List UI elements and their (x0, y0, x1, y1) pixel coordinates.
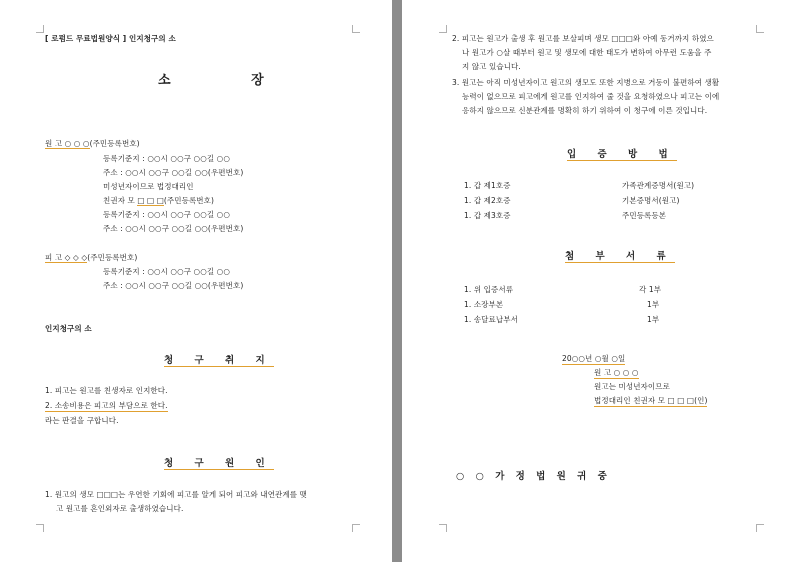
defendant-label-line (45, 253, 137, 263)
reason-2-line: 지 않고 있습니다. (462, 62, 521, 71)
document-page-left (0, 0, 392, 562)
guardian-line (103, 196, 214, 206)
attachment-name: 1. 송달료납부서 (464, 315, 518, 324)
plaintiff-id: (주민등록번호) (89, 139, 140, 148)
crop-mark (36, 524, 44, 532)
reason-1-line: 1. 원고의 생모 □□□는 우연한 기회에 피고를 알게 되어 피고와 내연관계를 맺 (45, 490, 307, 499)
reason-3-line: 능력이 없으므로 피고에게 원고를 인지하여 줄 것을 요청하였으나 피고는 이에 (462, 92, 720, 101)
crop-mark (439, 524, 447, 532)
reason-2-line: 나 원고가 ○살 때부터 원고 및 생모에 대한 태도가 변하여 아무런 도움을 주 (462, 48, 712, 57)
attachments-heading: 첨 부 서 류 (565, 251, 675, 262)
case-name: 인지청구의 소 (45, 324, 92, 333)
evidence-no: 1. 갑 제2호증 (464, 196, 511, 205)
guardian-domicile: 등록기준지 : ○○시 ○○구 ○○길 ○○ (103, 210, 230, 219)
evidence-heading: 입 증 방 법 (567, 149, 677, 160)
evidence-no: 1. 갑 제1호증 (464, 181, 511, 190)
claim-item: 2. 소송비용은 피고의 부담으로 한다. (45, 401, 168, 410)
reason-2-line: 2. 피고는 원고가 출생 후 원고를 보살피며 생모 □□□와 아예 동거까지 하였으 (452, 34, 714, 43)
attachment-name: 1. 소장부본 (464, 300, 504, 309)
document-page-right (402, 0, 800, 562)
guardian-address: 주소 : ○○시 ○○구 ○○길 ○○(우편번호) (103, 224, 244, 233)
document-title: 소 장 (158, 73, 302, 88)
plaintiff-minor-note: 미성년자이므로 법정대리인 (103, 182, 194, 191)
guardian-name: □ □ □ (137, 196, 164, 205)
guardian-id: (주민등록번호) (163, 196, 215, 205)
claim-heading: 청 구 취 지 (164, 355, 274, 366)
sign-plaintiff: 원 고 ○ ○ ○ (594, 368, 639, 377)
plaintiff-label: 원 고 ○ ○ ○ (45, 139, 90, 148)
reason-heading: 청 구 원 인 (164, 458, 274, 469)
defendant-label: 피 고 ◇ ◇ ◇ (45, 253, 88, 262)
evidence-desc: 기본증명서(원고) (622, 196, 680, 205)
defendant-id: (주민등록번호) (87, 253, 138, 262)
evidence-desc: 주민등록등본 (622, 211, 667, 220)
plaintiff-label-line (45, 139, 140, 149)
attachment-qty: 1부 (647, 300, 660, 309)
court-name: ○ ○ 가 정 법 원 귀 중 (456, 471, 611, 482)
attachment-qty: 1부 (647, 315, 660, 324)
plaintiff-domicile: 등록기준지 : ○○시 ○○구 ○○길 ○○ (103, 154, 230, 163)
defendant-domicile: 등록기준지 : ○○시 ○○구 ○○길 ○○ (103, 267, 230, 276)
defendant-address: 주소 : ○○시 ○○구 ○○길 ○○(우편번호) (103, 281, 244, 290)
sign-minor-note: 원고는 미성년자이므로 (594, 382, 670, 391)
crop-mark (352, 25, 360, 33)
sign-guardian: 법정대리인 친권자 모 □ □ □(인) (594, 396, 708, 405)
document-header (45, 34, 176, 44)
guardian-prefix: 친권자 모 (103, 196, 138, 205)
crop-mark (36, 25, 44, 33)
attachment-name: 1. 위 입증서류 (464, 285, 514, 294)
filing-date: 20○○년 ○월 ○일 (562, 354, 626, 363)
evidence-no: 1. 갑 제3호증 (464, 211, 511, 220)
crop-mark (352, 524, 360, 532)
reason-3-line: 3. 원고는 아직 미성년자이고 원고의 생모도 또한 지병으로 거동이 불편하여 생활 (452, 78, 720, 87)
evidence-desc: 가족관계증명서(원고) (622, 181, 695, 190)
claim-item: 1. 피고는 원고를 친생자로 인지한다. (45, 386, 168, 395)
crop-mark (439, 25, 447, 33)
reason-1-line: 고 원고를 혼인외자로 출생하였습니다. (56, 504, 184, 513)
crop-mark (756, 524, 764, 532)
crop-mark (756, 25, 764, 33)
plaintiff-address: 주소 : ○○시 ○○구 ○○길 ○○(우편번호) (103, 168, 244, 177)
header-bracket: [ 로펌드 무료법원양식 ] (45, 34, 127, 43)
claim-item: 라는 판결을 구합니다. (45, 416, 119, 425)
reason-3-line: 응하지 않으므로 신분관계를 명확히 하기 위하여 이 청구에 이른 것입니다. (462, 106, 708, 115)
header-title: 인지청구의 소 (129, 34, 176, 43)
attachment-qty: 각 1부 (639, 285, 662, 294)
